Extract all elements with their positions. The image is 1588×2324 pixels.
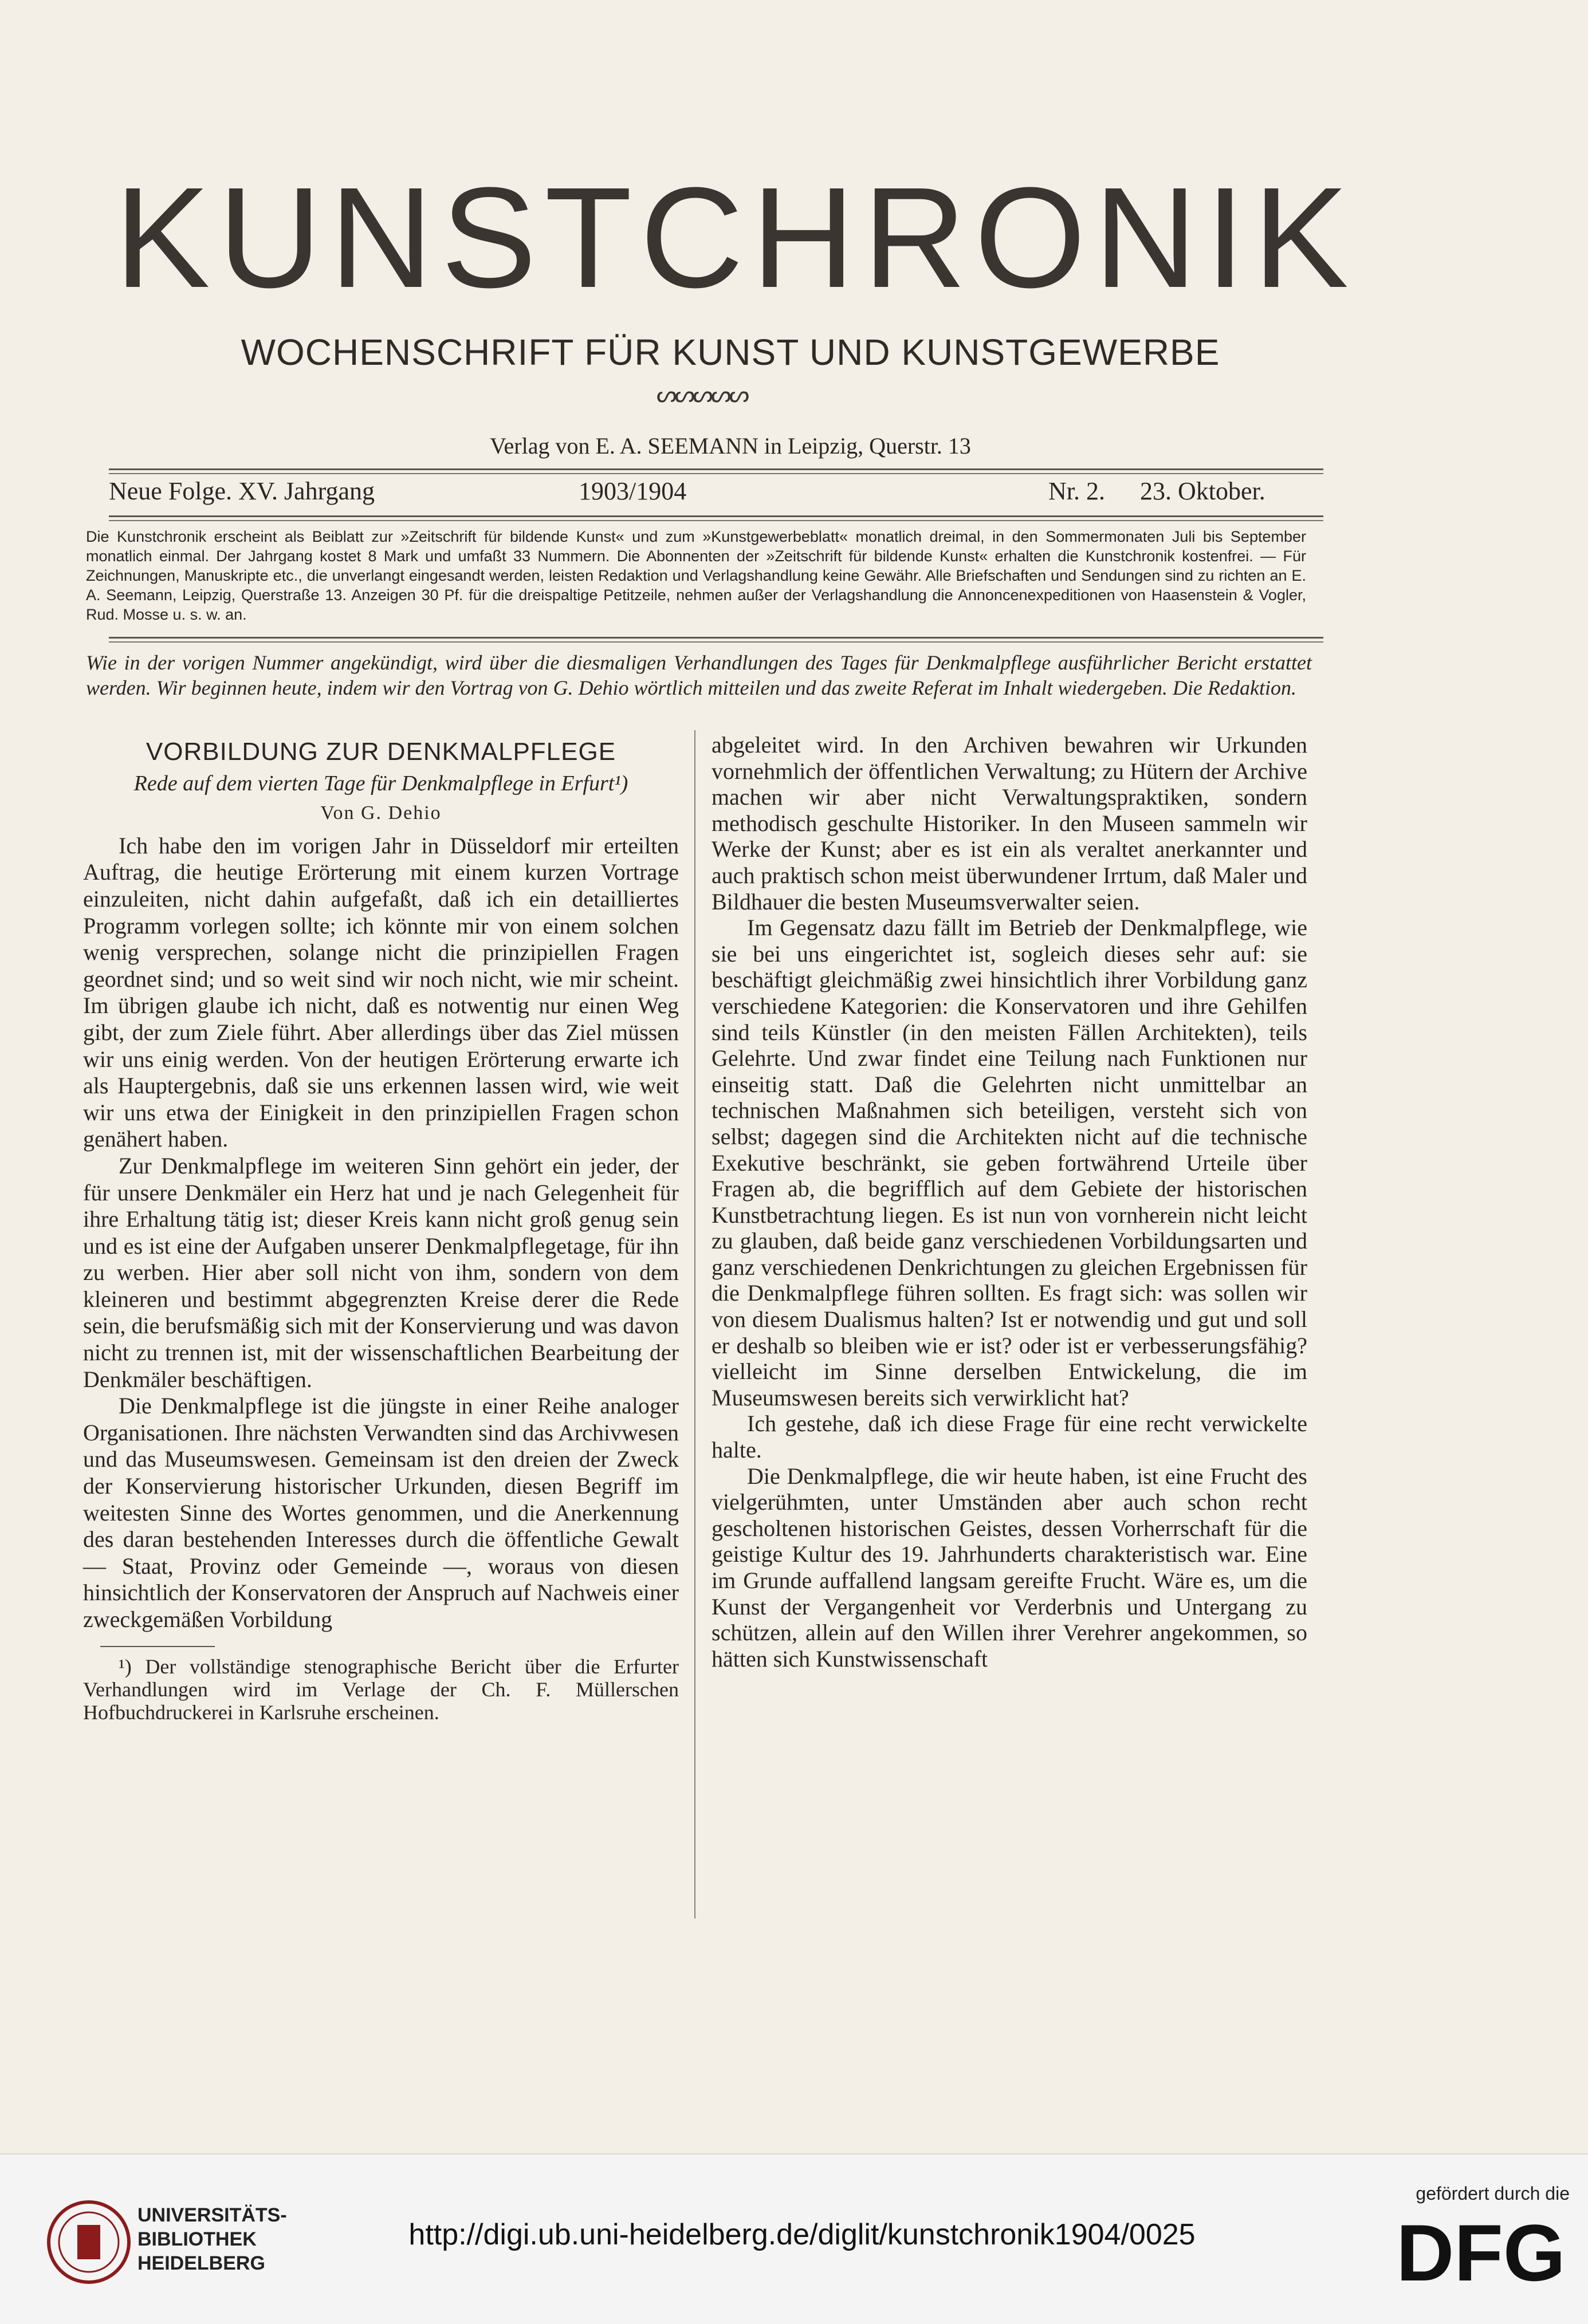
paragraph: Ich gestehe, daß ich diese Frage für eine recht verwickelte halte. (712, 1411, 1307, 1463)
ornament-icon: ᔕᔕᔕᔕᔕ (656, 381, 748, 407)
rule-notice-thin (109, 641, 1323, 643)
funded-by-label: gefördert durch die (1416, 2183, 1570, 2204)
publisher-line: Verlag von E. A. SEEMANN in Leipzig, Querstr. 13 (490, 433, 971, 459)
university-seal-icon (46, 2199, 132, 2285)
masthead-title: KUNSTCHRONIK (115, 157, 1357, 317)
article-column-left (83, 739, 679, 1724)
editor-note: Wie in der vorigen Nummer angekündigt, wird über die diesmaligen Verhandlungen des Tages für Denkmalpflege ausführlicher Bericht erstattet werden. Wir beginnen heute, indem wir den Vortrag von G. Dehio wörtlich mitteilen und das zweite Referat im Inhalt wiedergeben. Die Redaktion. (86, 651, 1312, 699)
rule-issue-thin (109, 520, 1323, 521)
masthead-subtitle: WOCHENSCHRIFT FÜR KUNST UND KUNSTGEWERBE (241, 332, 1220, 373)
paragraph: Zur Denkmalpflege im weiteren Sinn gehört ein jeder, der für unsere Denkmäler ein Herz hat und je nach Gelegenheit für ihre Erhaltung tätig ist; dieser Kreis kann nicht groß genug sein und es ist eine der Aufgaben unserer Denkmalpflegetage, für ihn zu werben. Hier aber soll nicht von ihm, sondern von dem kleineren und bestimmt abgegrenzten Kreise derer die Rede sein, die berufsmäßig sich mit der Konservierung und was davon nicht zu trennen ist, mit der wissenschaftlichen Bearbeitung der Denkmäler beschäftigen. (83, 1152, 679, 1392)
rule-issue (109, 515, 1323, 517)
permalink-url[interactable]: http://digi.ub.uni-heidelberg.de/diglit/kunstchronik1904/0025 (408, 2218, 1196, 2251)
article-author: Von G. Dehio (320, 802, 442, 824)
viewer-footer (0, 2153, 1588, 2324)
paragraph: abgeleitet wird. In den Archiven bewahren wir Urkunden vornehmlich der öffentlichen Verwaltung; zu Hütern der Archive machen wir aber nicht Verwaltungspraktiken, sondern methodisch geschulte Historiker. In den Museen sammeln wir Werke der Kunst; aber es ist ein als veraltet anerkannter und auch praktisch schon meist überwundener Irrtum, daß Maler und Bildhauer die besten Museumsverwalter seien. (712, 732, 1307, 915)
article-title: VORBILDUNG ZUR DENKMALPFLEGE (146, 738, 616, 766)
svg-text:DFG: DFG (1396, 2215, 1566, 2289)
paragraph: Ich habe den im vorigen Jahr in Düsseldorf mir erteilten Auftrag, die heutige Erörterung mit einem kurzen Vortrage einzuleiten, nicht dahin aufgefaßt, daß ich ein detailliertes Programm vorlegen sollte; ich könnte mir von einem solchen wenig versprechen, solange nicht die prinzipiellen Fragen geordnet sind; und so weit sind wir noch nicht, wie mir scheint. Im übrigen glaube ich nicht, daß es notwentig nur einen Weg gibt, der zum Ziele führt. Aber allerdings über das Ziel müssen wir uns einig werden. Von der heutigen Erörterung erwarte ich als Hauptergebnis, daß sie uns erkennen lassen wird, wie weit wir uns etwa der Einigkeit in den prinzipiellen Fragen schon genähert haben. (83, 832, 679, 1152)
article-subtitle: Rede auf dem vierten Tage für Denkmalpflege in Erfurt¹) (133, 771, 628, 795)
issue-number: Nr. 2. (1048, 477, 1105, 505)
paragraph: Die Denkmalpflege, die wir heute haben, ist eine Frucht des vielgerühmten, unter Umständen aber auch schon recht gescholtenen historischen Geistes, dessen Vorherrschaft für die geistige Kultur des 19. Jahrhunderts charakteristisch war. Eine im Grunde auffallend langsam gereifte Frucht. Wäre es, um die Kunst der Vergangenheit vor Verderbnis und Untergang zu schützen, allein auf den Willen ihrer Verehrer angekommen, so hätten sich Kunstwissenschaft (712, 1463, 1307, 1672)
footnote: ¹) Der vollständige stenographische Bericht über die Erfurter Verhandlungen wird im Verlage der Ch. F. Müllerschen Hofbuchdruckerei in Karlsruhe erscheinen. (83, 1655, 679, 1724)
subscription-notice: Die Kunstchronik erscheint als Beiblatt zur »Zeitschrift für bildende Kunst« und zum »Kunstgewerbeblatt« monatlich dreimal, in den Sommermonaten Juli bis September monatlich einmal. Der Jahrgang kostet 8 Mark und umfaßt 33 Nummern. Die Abonnenten der »Zeitschrift für bildende Kunst« erhalten die Kunstchronik kostenfrei. — Für Zeichnungen, Manuskripte etc., die unverlangt eingesandt werden, leisten Redaktion und Verlagshandlung keine Gewähr. Alle Briefschaften und Sendungen sind zu richten an E. A. Seemann, Leipzig, Querstraße 13. Anzeigen 30 Pf. für die dreispaltige Petitzeile, nehmen außer der Verlagshandlung die Annoncenexpeditionen von Haasenstein & Vogler, Rud. Mosse u. s. w. an. (86, 528, 1306, 623)
dfg-logo-icon (1392, 2215, 1570, 2289)
issue-bar (109, 476, 1323, 511)
library-name: UNIVERSITÄTS- BIBLIOTHEK HEIDELBERG (137, 2204, 287, 2274)
paragraph: Die Denkmalpflege ist die jüngste in einer Reihe analoger Organisationen. Ihre nächsten Verwandten sind das Archivwesen und das Museumswesen. Gemeinsam ist den dreien der Zweck der Konservierung historischer Urkunden, diesen Begriff im weitesten Sinne des Wortes genommen, und die Anerkennung des daran bestehenden Interesses durch die öffentliche Gewalt — Staat, Provinz oder Gemeinde —, woraus von diesen hinsichtlich der Konservatoren der Anspruch auf Nachweis einer zweckgemäßen Vorbildung (83, 1393, 679, 1632)
rule-notice (109, 637, 1323, 639)
rule-top-thin (109, 473, 1323, 474)
paragraph: Im Gegensatz dazu fällt im Betrieb der Denkmalpflege, wie sie bei uns eingerichtet ist, sogleich dieses sehr auf: sie beschäftigt gleichmäßig zwei hinsichtlich ihrer Vorbildung ganz verschiedene Kategorien: die Konservatoren und ihre Gehilfen sind teils Künstler (in den meisten Fällen Architekten), teils Gelehrte. Und zwar findet eine Teilung nach Funktionen nur einseitig statt. Daß die Gelehrten nicht unmittelbar an technischen Maßnahmen sich beteiligen, versteht sich von selbst; dagegen sind die Architekten nicht auf die technische Exekutive beschränkt, sie geben fortwährend Urteile über Fragen ab, die begrifflich auf dem Gebiete der historischen Kunstbetrachtung liegen. Es ist nun von vornherein nicht leicht zu glauben, daß beide ganz verschiedenen Vorbildungsarten und ganz verschiedenen Denkrichtungen zu gleichen Ergebnissen für die Denkmalpflege führen sollten. Es fragt sich: was sollen wir von diesem Dualismus halten? Ist er notwendig und gut und soll er deshalb so bleiben wie er ist? oder ist er verbesserungsfähig? vielleicht im Sinne derselben Entwickelung, die im Museumswesen bereits sich verwirklicht hat? (712, 915, 1307, 1411)
rule-top (109, 468, 1323, 470)
article-column-right (712, 732, 1307, 1672)
issue-date: 23. Oktober. (1140, 477, 1265, 505)
column-divider (694, 730, 695, 1919)
issue-years: 1903/1904 (579, 477, 687, 505)
issue-series: Neue Folge. XV. Jahrgang (109, 477, 375, 505)
footnote-rule (100, 1646, 215, 1647)
